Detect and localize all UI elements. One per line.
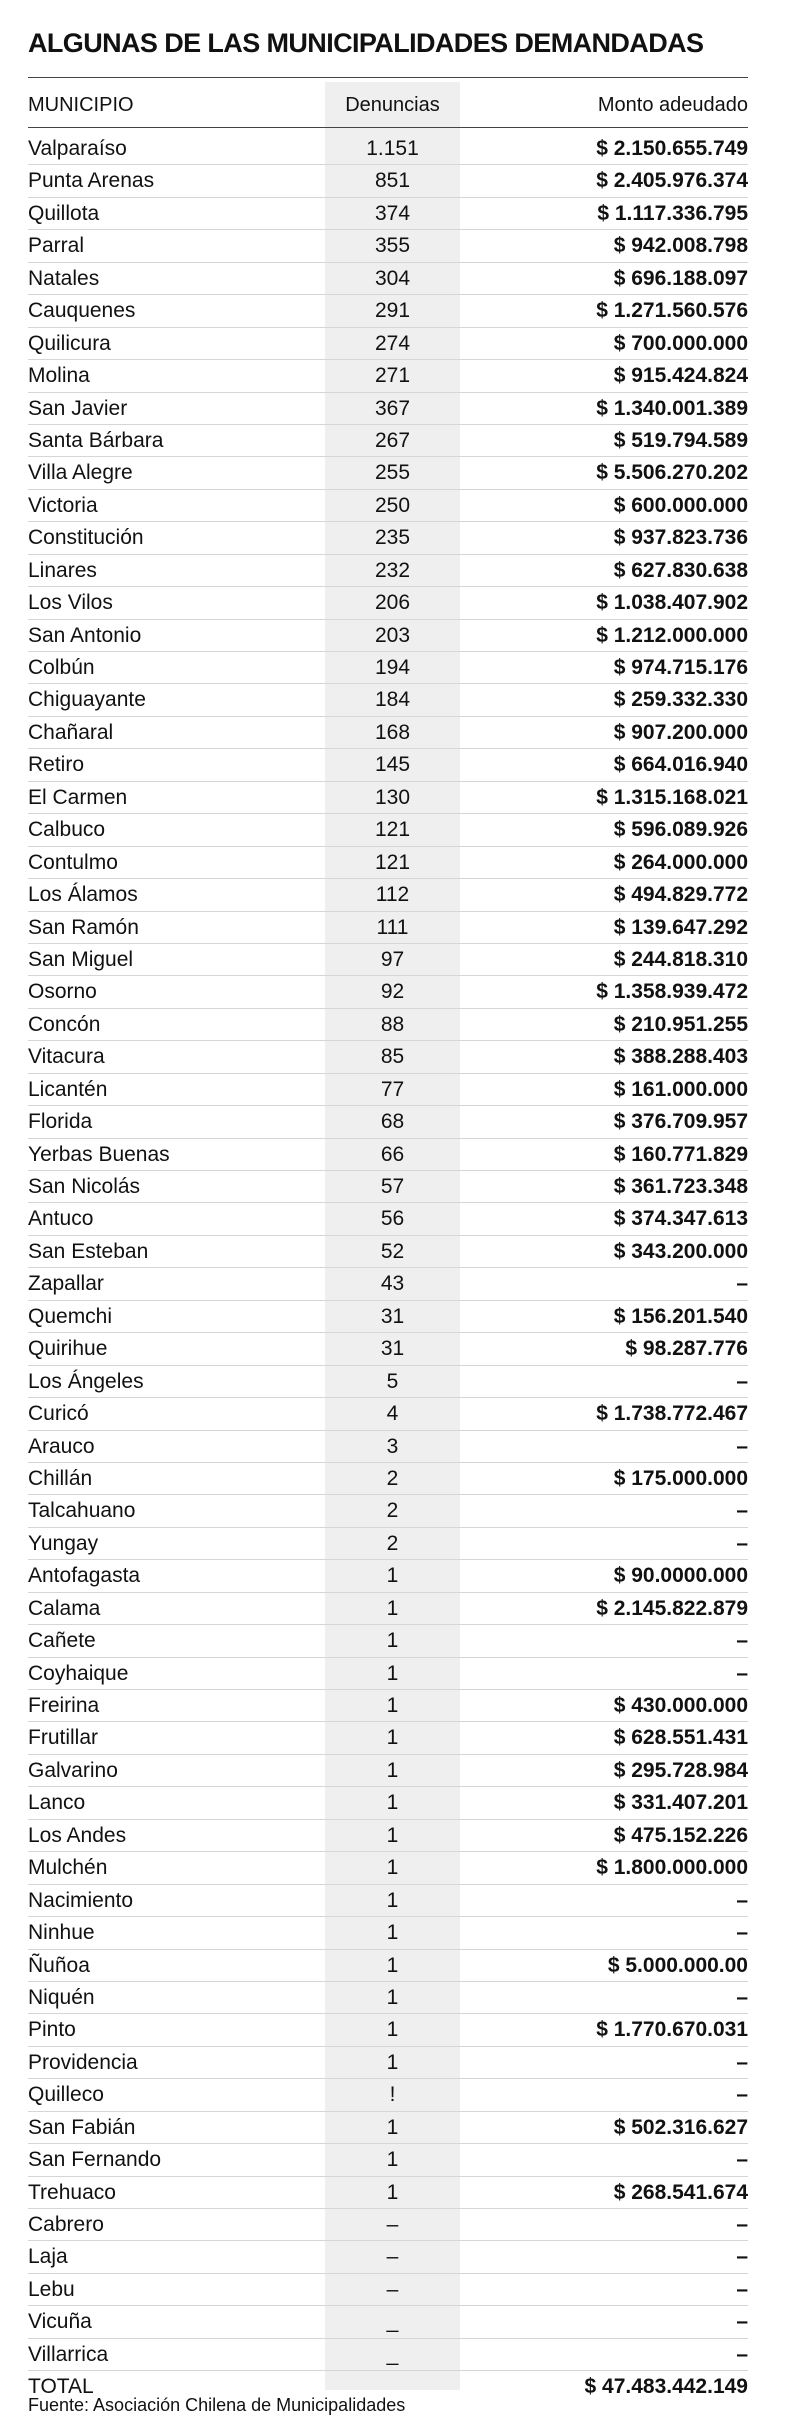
monto-cell: – [736,1499,748,1523]
monto-cell: $ 388.288.403 [613,1045,748,1069]
municipio-cell: Quilleco [28,2083,104,2107]
monto-cell: $ 915.424.824 [613,364,748,388]
monto-cell: $ 1.117.336.795 [597,201,748,225]
table-row [28,295,748,327]
municipio-cell: San Fernando [28,2148,162,2172]
table-row [28,879,748,911]
monto-cell: $ 2.405.976.374 [596,169,748,193]
monto-cell: $ 1.315.168.021 [596,785,748,809]
denuncias-cell: 1.151 [366,137,419,160]
table-row [28,133,748,165]
municipio-cell: Retiro [28,753,85,777]
municipio-cell: Quillota [28,201,100,225]
table-row [28,1398,748,1430]
municipio-cell: Villarrica [28,2342,109,2366]
table-row [28,1236,748,1268]
monto-cell: $ 2.145.822.879 [596,1596,748,1620]
municipio-cell: Curicó [28,1402,89,1426]
table-row [28,912,748,944]
municipio-cell: Antuco [28,1207,94,1231]
monto-cell: – [736,1985,748,2009]
denuncias-cell: 56 [380,1207,405,1231]
table-row [28,1366,748,1398]
monto-cell: – [736,1272,748,1296]
monto-cell: $ 700.000.000 [613,331,748,355]
monto-cell: $ 2.150.655.749 [596,137,748,160]
monto-cell: – [736,1531,748,1555]
table-row [28,1917,748,1949]
municipio-cell: Licantén [28,1077,108,1101]
denuncias-cell: 88 [380,1012,405,1036]
table-row [28,2112,748,2144]
monto-cell: $ 5.506.270.202 [596,461,748,485]
monto-cell: $ 937.823.736 [613,526,748,550]
table-row [28,1625,748,1657]
table-row [28,360,748,392]
monto-cell: – [736,1629,748,1653]
denuncias-cell: 31 [380,1304,405,1328]
table-row [28,944,748,976]
municipio-cell: Calama [28,1596,101,1620]
monto-cell: $ 942.008.798 [613,234,748,258]
municipio-cell: Cañete [28,1629,96,1653]
denuncias-cell: 232 [374,558,411,582]
monto-cell: – [736,2083,748,2107]
table-row [28,1982,748,2014]
monto-cell: $ 1.800.000.000 [596,1856,748,1880]
table-row [28,1074,748,1106]
denuncias-cell: 2 [386,1499,399,1523]
denuncias-cell: 291 [374,299,411,323]
municipio-cell: Zapallar [28,1272,104,1296]
monto-cell: – [736,2277,748,2301]
table-row [28,1009,748,1041]
monto-cell: – [736,2342,748,2366]
table-row [28,2144,748,2176]
denuncias-cell: 1 [386,1985,399,2009]
monto-cell: $ 696.188.097 [613,266,748,290]
table-row [28,555,748,587]
municipio-cell: Mulchén [28,1856,108,1880]
table-row [28,230,748,262]
denuncias-cell: 194 [374,656,411,679]
municipio-cell: Punta Arenas [28,169,155,193]
table-row [28,749,748,781]
table-row [28,976,748,1008]
denuncias-cell: 168 [374,720,411,744]
denuncias-cell: 1 [386,2180,399,2204]
header-rule [28,127,748,128]
municipio-cell: Los Andes [28,1823,127,1847]
denuncias-cell: 145 [374,753,411,777]
denuncias-cell: 112 [375,883,410,907]
table-row [28,2241,748,2273]
municipio-cell: Frutillar [28,1726,99,1750]
table-row [28,2209,748,2241]
municipio-cell: Chiguayante [28,688,146,712]
denuncias-cell: ! [389,2083,396,2107]
table-row [28,1560,748,1592]
table-row [28,1431,748,1463]
denuncias-cell: 3 [386,1434,399,1458]
monto-cell: $ 1.770.670.031 [596,2018,748,2042]
denuncias-cell: 255 [374,461,411,485]
monto-cell: $ 268.541.674 [613,2180,748,2204]
denuncias-cell: 267 [374,428,411,452]
denuncias-cell: 77 [380,1077,405,1101]
monto-cell: $ 98.287.776 [625,1337,748,1361]
monto-cell: $ 502.316.627 [613,2115,748,2139]
municipio-cell: Quirihue [28,1337,108,1361]
table-row [28,1722,748,1754]
table-header [28,86,748,126]
denuncias-cell: 85 [380,1045,405,1069]
denuncias-cell: 4 [386,1402,399,1426]
denuncias-cell: 1 [386,1758,399,1782]
denuncias-cell: 271 [374,364,411,388]
page-title: ALGUNAS DE LAS MUNICIPALIDADES DEMANDADAS [28,28,704,58]
table-row [28,2339,748,2371]
municipio-cell: Lanco [28,1791,86,1815]
municipio-cell: Antofagasta [28,1564,141,1588]
table-row [28,2274,748,2306]
table-row [28,717,748,749]
municipio-cell: Santa Bárbara [28,428,164,452]
table-row [28,1495,748,1527]
table-row [28,1885,748,1917]
table-row [28,2014,748,2046]
municipio-cell: Los Ángeles [28,1369,144,1393]
denuncias-cell: 5 [386,1369,399,1393]
municipio-cell: El Carmen [28,785,128,809]
header-municipio: MUNICIPIO [28,94,134,116]
denuncias-cell: 121 [374,850,411,874]
denuncias-cell: 1 [386,1661,399,1685]
monto-cell: $ 1.271.560.576 [596,299,748,323]
denuncias-cell: 68 [380,1110,405,1134]
municipio-cell: Yerbas Buenas [28,1142,170,1166]
table-row [28,1203,748,1235]
municipio-cell: Pinto [28,2018,76,2042]
denuncias-cell: 1 [386,1823,399,1847]
municipio-cell: Cauquenes [28,299,136,323]
header-monto: Monto adeudado [597,94,748,116]
monto-cell: $ 1.038.407.902 [596,591,748,615]
table-row [28,847,748,879]
monto-cell: – [736,2213,748,2236]
municipio-cell: Coyhaique [28,1661,129,1685]
monto-cell: $ 494.829.772 [613,883,748,907]
municipio-cell: Talcahuano [28,1499,136,1523]
denuncias-cell: 851 [374,169,411,193]
denuncias-cell: _ [386,2342,399,2366]
monto-cell: $ 1.340.001.389 [596,396,748,420]
denuncias-cell: 97 [380,947,405,971]
monto-cell: – [736,1661,748,1685]
denuncias-cell: 57 [380,1175,405,1198]
municipio-cell: San Nicolás [28,1175,141,1198]
municipio-cell: Los Vilos [28,591,113,615]
table-row [28,2079,748,2111]
municipio-cell: Parral [28,234,85,258]
municipio-cell: Quemchi [28,1304,113,1328]
table-row [28,2306,748,2338]
table-row [28,1658,748,1690]
municipio-cell: San Javier [28,396,128,420]
table-row [28,457,748,489]
table-row [28,263,748,295]
denuncias-cell: 1 [386,2018,399,2042]
monto-cell: $ 664.016.940 [613,753,748,777]
denuncias-cell: 2 [386,1466,399,1490]
municipio-cell: San Esteban [28,1239,149,1263]
monto-cell: – [736,1434,748,1458]
monto-cell: $ 210.951.255 [613,1012,748,1036]
monto-cell: $ 600.000.000 [613,493,748,517]
table-row [28,328,748,360]
municipio-cell: Chillán [28,1466,93,1490]
denuncias-cell: 1 [386,2050,399,2074]
denuncias-cell: 130 [374,785,411,809]
monto-cell: $ 628.551.431 [613,1726,748,1750]
source-note: Fuente: Asociación Chilena de Municipalidades [28,2395,406,2415]
denuncias-cell: 367 [374,396,411,420]
municipio-cell: Concón [28,1012,101,1036]
denuncias-cell: 66 [380,1142,405,1166]
table-row [28,1755,748,1787]
table-row [28,1106,748,1138]
municipio-cell: Vitacura [28,1045,105,1069]
monto-cell: – [736,1369,748,1393]
municipio-cell: Linares [28,558,97,582]
municipio-cell: Victoria [28,493,98,517]
municipio-cell: Nacimiento [28,1888,134,1912]
municipio-cell: Vicuña [28,2310,92,2334]
table-row [28,522,748,554]
municipio-cell: San Ramón [28,915,139,939]
monto-cell: $ 475.152.226 [613,1823,748,1847]
monto-cell: $ 519.794.589 [613,428,748,452]
monto-cell: $ 160.771.829 [613,1142,748,1166]
municipio-cell: Los Álamos [28,883,138,907]
title-rule [28,77,748,78]
table-row [28,684,748,716]
denuncias-cell: 374 [374,201,411,225]
monto-cell: $ 627.830.638 [613,558,748,582]
monto-cell: $ 156.201.540 [613,1304,748,1328]
denuncias-cell: 121 [374,818,411,842]
monto-cell: $ 376.709.957 [613,1110,748,1134]
denuncias-cell: 52 [380,1239,405,1263]
denuncias-cell: 1 [386,2115,399,2139]
municipio-cell: Constitución [28,526,144,550]
municipio-cell: Contulmo [28,850,118,874]
table-row [28,1041,748,1073]
monto-cell: $ 1.738.772.467 [596,1402,748,1426]
municipio-cell: Yungay [28,1531,99,1555]
table-row [28,620,748,652]
municipio-cell: Lebu [28,2277,75,2301]
monto-cell: – [736,2050,748,2074]
municipio-cell: Molina [28,364,90,388]
denuncias-cell: 1 [386,1726,399,1750]
municipio-cell: Osorno [28,980,97,1004]
monto-cell: $ 90.0000.000 [613,1564,748,1588]
table-row [28,1593,748,1625]
municipio-cell: Laja [28,2245,68,2269]
municipio-cell: Arauco [28,1434,95,1458]
monto-cell: $ 331.407.201 [613,1791,748,1815]
table-row [28,1171,748,1203]
table-row [28,1852,748,1884]
total-label: TOTAL [28,2375,94,2399]
monto-cell: – [736,2310,748,2334]
table-row [28,652,748,684]
denuncias-cell: – [386,2277,399,2301]
denuncias-cell: 274 [374,331,411,355]
denuncias-cell: 1 [386,1629,399,1653]
municipio-cell: San Antonio [28,623,142,647]
monto-cell: – [736,2148,748,2172]
table-row [28,425,748,457]
municipio-cell: Trehuaco [28,2180,116,2204]
denuncias-cell: 1 [386,1953,399,1977]
table-row [28,2177,748,2209]
denuncias-cell: – [386,2213,399,2236]
monto-cell: $ 244.818.310 [613,947,748,971]
monto-cell: – [736,2245,748,2269]
denuncias-cell: 206 [374,591,411,615]
municipio-cell: Quilicura [28,331,111,355]
monto-cell: $ 5.000.000.00 [607,1953,748,1977]
monto-cell: $ 374.347.613 [613,1207,748,1231]
monto-cell: – [736,1888,748,1912]
monto-cell: $ 175.000.000 [613,1466,748,1490]
monto-cell: $ 907.200.000 [613,720,748,744]
denuncias-cell: 1 [386,1888,399,1912]
denuncias-cell: 31 [380,1337,405,1361]
municipio-cell: Calbuco [28,818,106,842]
table-row [28,490,748,522]
denuncias-cell: 111 [376,915,409,939]
municipio-cell: Natales [28,266,100,290]
table-row [28,1820,748,1852]
table-row [28,1139,748,1171]
table-row [28,1528,748,1560]
monto-cell: $ 295.728.984 [613,1758,748,1782]
denuncias-cell: 1 [386,2148,399,2172]
municipio-cell: Ñuñoa [28,1953,90,1977]
municipio-cell: Villa Alegre [28,461,133,485]
table-row [28,1301,748,1333]
table-row [28,165,748,197]
denuncias-cell: 250 [374,493,411,517]
table-body [28,133,748,2403]
table-row [28,1463,748,1495]
denuncias-cell: 184 [374,688,411,712]
municipio-cell: San Miguel [28,947,134,971]
table-row [28,393,748,425]
table-row [28,782,748,814]
total-value: $ 47.483.442.149 [584,2375,748,2399]
denuncias-cell: 43 [380,1272,405,1296]
monto-cell: $ 361.723.348 [613,1175,748,1198]
table-row [28,1333,748,1365]
denuncias-cell: 92 [380,980,405,1004]
monto-cell: $ 1.212.000.000 [596,623,748,647]
denuncias-cell: _ [386,2310,399,2334]
monto-cell: – [736,1921,748,1945]
monto-cell: $ 596.089.926 [613,818,748,842]
monto-cell: $ 1.358.939.472 [596,980,748,1004]
municipio-cell: Valparaíso [28,137,127,160]
denuncias-cell: 1 [386,1694,399,1717]
header-denuncias: Denuncias [345,94,440,116]
denuncias-cell: 203 [374,623,411,647]
monto-cell: $ 259.332.330 [613,688,748,712]
municipio-cell: Florida [28,1110,93,1134]
municipio-cell: Ninhue [28,1921,95,1945]
denuncias-cell: 1 [386,1791,399,1815]
municipio-cell: Niquén [28,1985,95,2009]
table-row [28,814,748,846]
monto-cell: $ 974.715.176 [613,656,748,679]
municipio-cell: Freirina [28,1694,100,1717]
municipio-cell: San Fabián [28,2115,136,2139]
monto-cell: $ 264.000.000 [613,850,748,874]
denuncias-cell: 355 [374,234,411,258]
table-row [28,2047,748,2079]
municipio-cell: Cabrero [28,2213,104,2236]
denuncias-cell: 235 [374,526,411,550]
municipio-cell: Galvarino [28,1758,118,1782]
monto-cell: $ 343.200.000 [613,1239,748,1263]
monto-cell: $ 161.000.000 [613,1077,748,1101]
monto-cell: $ 430.000.000 [613,1694,748,1717]
table-row [28,1787,748,1819]
denuncias-cell: 1 [386,1564,399,1588]
monto-cell: $ 139.647.292 [613,915,748,939]
denuncias-cell: 2 [386,1531,399,1555]
municipio-cell: Chañaral [28,720,114,744]
denuncias-cell: 304 [374,266,411,290]
municipio-cell: Colbún [28,656,95,679]
table-row [28,1268,748,1300]
denuncias-cell: 1 [386,1596,399,1620]
table-row [28,1690,748,1722]
table-row [28,1950,748,1982]
denuncias-cell: 1 [386,1856,399,1880]
denuncias-cell: 1 [386,1921,399,1945]
table-row [28,198,748,230]
municipio-cell: Providencia [28,2050,138,2074]
table-row [28,587,748,619]
denuncias-cell: – [386,2245,399,2269]
